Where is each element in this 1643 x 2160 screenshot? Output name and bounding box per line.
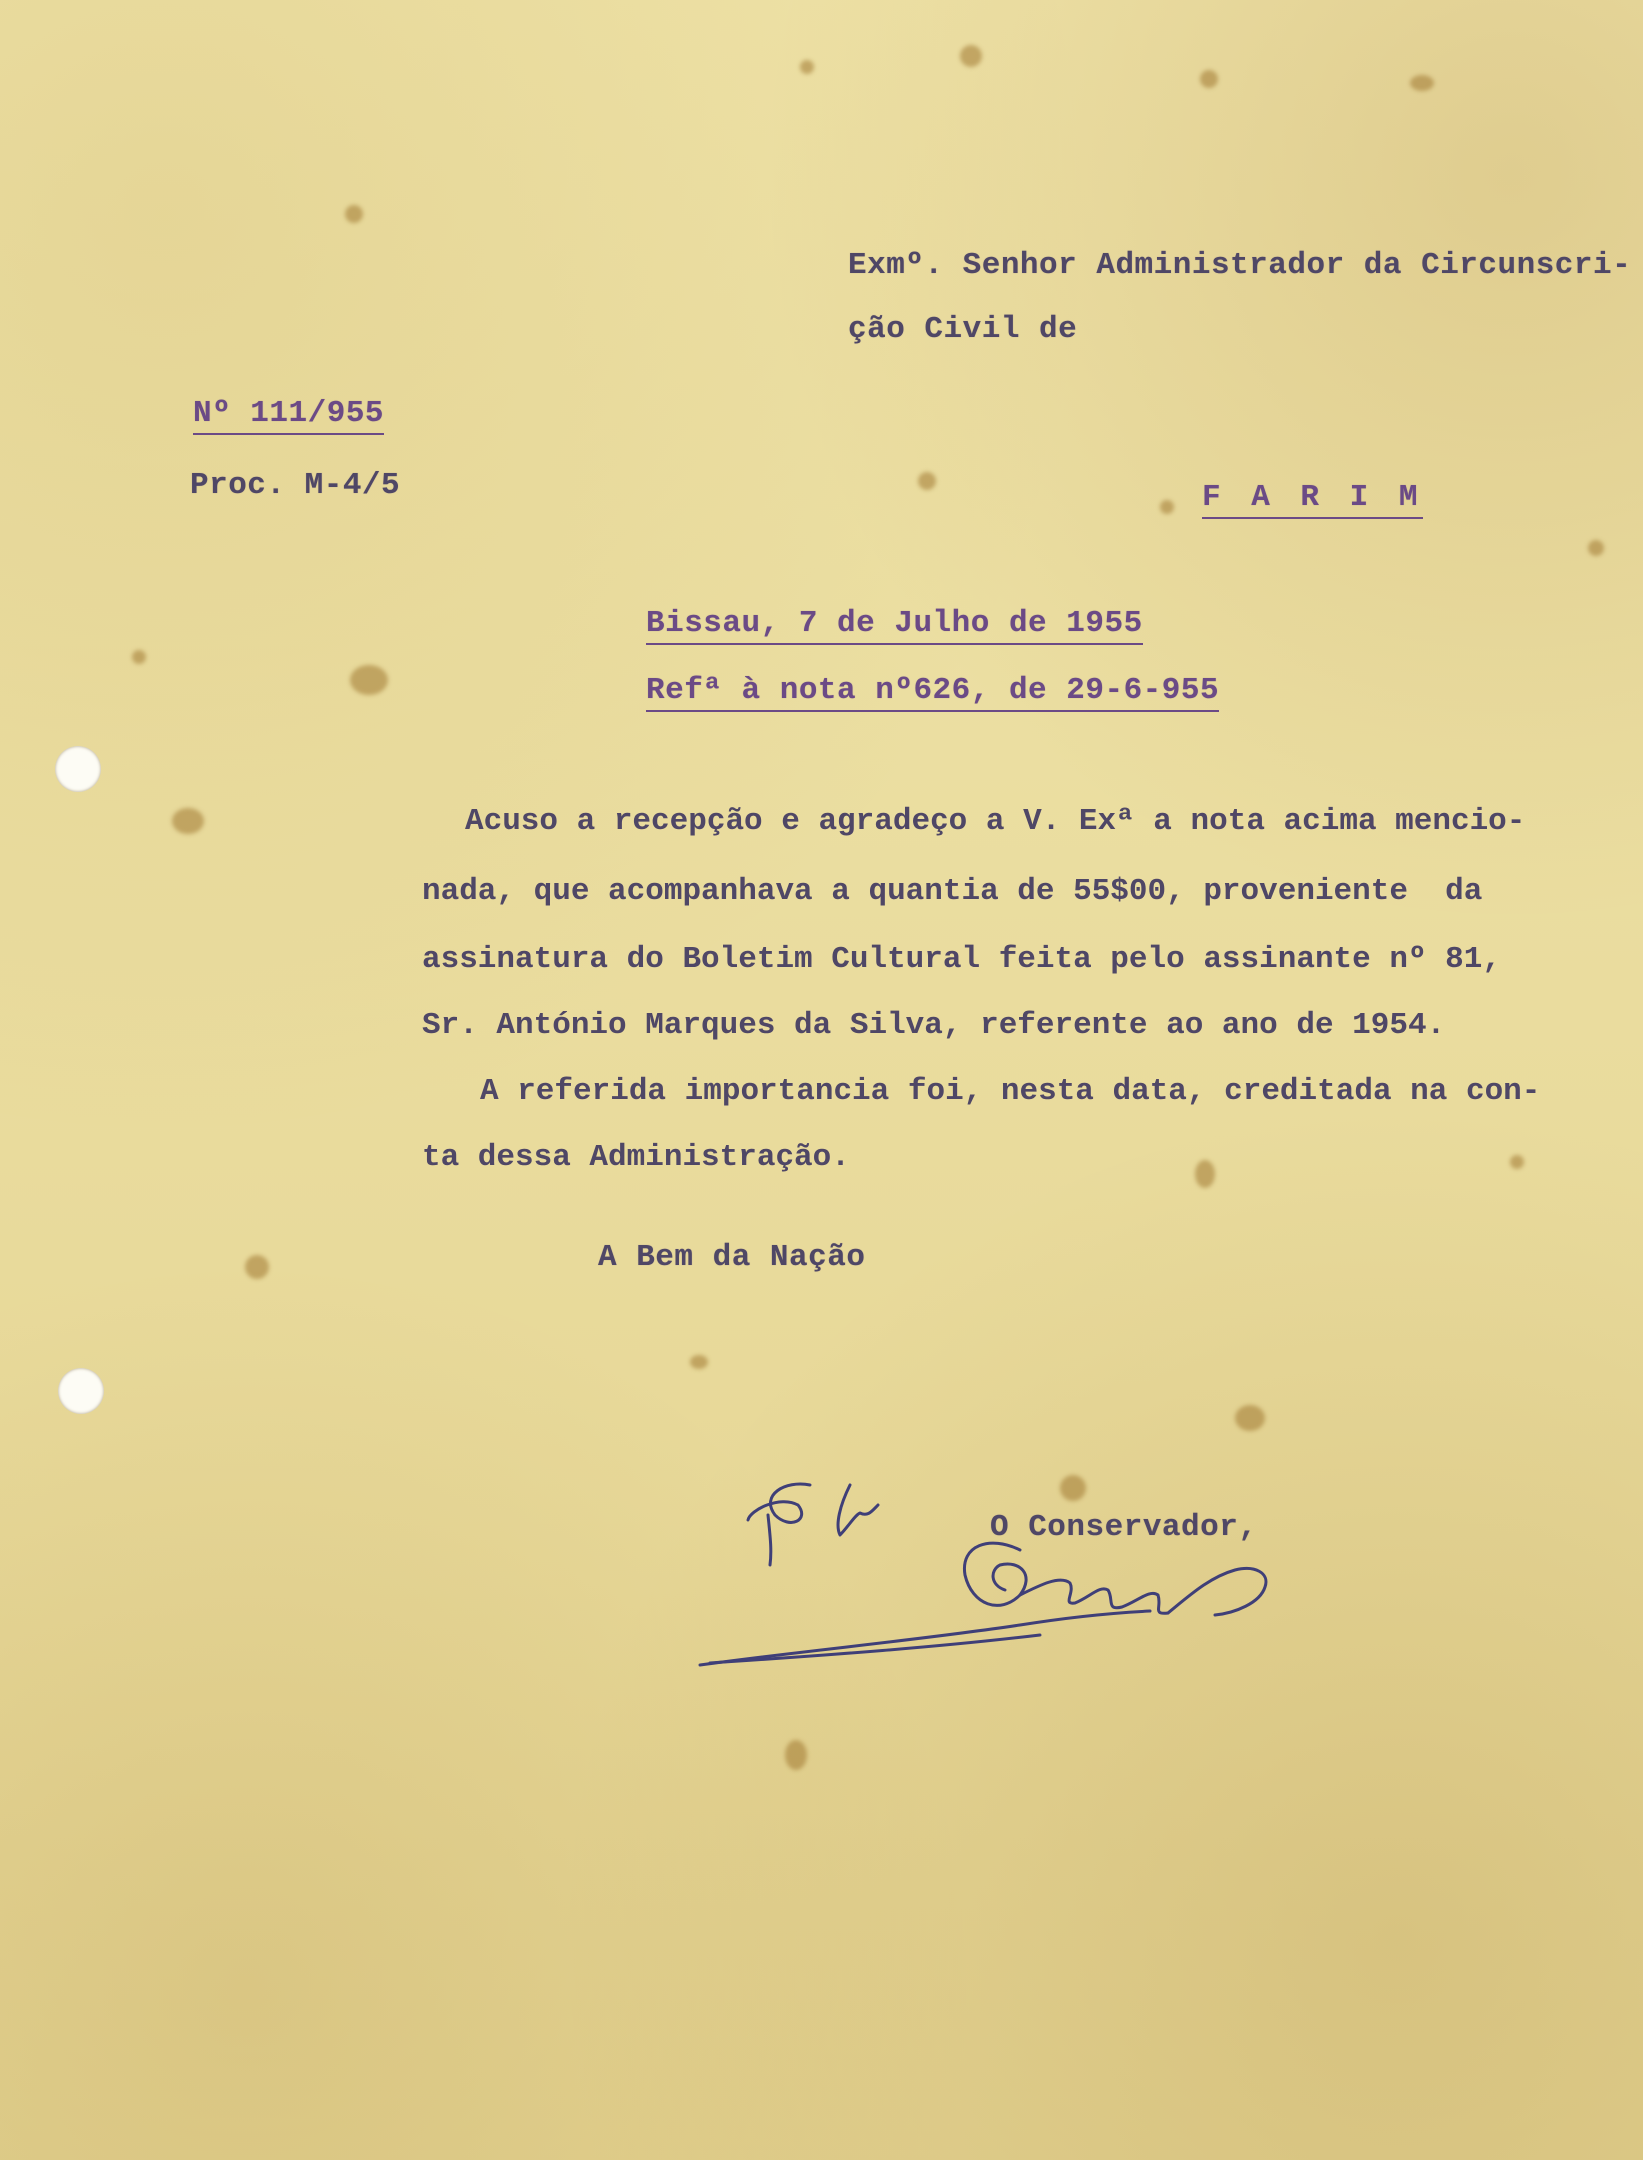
punch-hole (55, 746, 101, 792)
closing-formula: A Bem da Nação (598, 1240, 866, 1275)
paper-stain (785, 1740, 807, 1770)
paper-stain (1410, 75, 1434, 91)
reference-note: Refª à nota nº626, de 29-6-955 (646, 675, 1219, 712)
paper-stain (960, 45, 982, 67)
place-date: Bissau, 7 de Julho de 1955 (646, 608, 1143, 645)
paper-stain (1200, 70, 1218, 88)
paragraph-1-line-1: Acuso a recepção e agradeço a V. Exª a nota acima mencio- (465, 804, 1526, 839)
paper-stain (918, 472, 936, 490)
punch-hole (58, 1368, 104, 1414)
paper-stain (1510, 1155, 1524, 1169)
paragraph-1-line-2: nada, que acompanhava a quantia de 55$00, proveniente da (422, 874, 1483, 909)
paragraph-2-line-2: ta dessa Administração. (422, 1140, 850, 1175)
paper-stain (1588, 540, 1604, 556)
recipient-line-1: Exmº. Senhor Administrador da Circunscri- (848, 248, 1632, 283)
paper-stain (1160, 500, 1174, 514)
destination-city: F A R I M (1202, 482, 1423, 519)
reference-number: Nº 111/955 (193, 398, 384, 435)
paragraph-1-line-4: Sr. António Marques da Silva, referente ao ano de 1954. (422, 1008, 1446, 1043)
paragraph-2-line-1: A referida importancia foi, nesta data, creditada na con- (480, 1074, 1541, 1109)
paper-stain (690, 1355, 708, 1369)
paper-stain (350, 665, 388, 695)
paper-stain (800, 60, 814, 74)
signature-strokes (700, 1484, 1266, 1665)
signatory-title: O Conservador, (990, 1510, 1258, 1545)
paper-stain (345, 205, 363, 223)
paper-stain (1235, 1405, 1265, 1431)
recipient-line-2: ção Civil de (848, 312, 1078, 347)
paper-stain (172, 808, 204, 834)
process-code: Proc. M-4/5 (190, 468, 401, 503)
paper-stain (245, 1255, 269, 1279)
paper-stain (132, 650, 146, 664)
paper-stain (1195, 1160, 1215, 1188)
paragraph-1-line-3: assinatura do Boletim Cultural feita pelo assinante nº 81, (422, 942, 1501, 977)
handwritten-signature (690, 1465, 1310, 1695)
